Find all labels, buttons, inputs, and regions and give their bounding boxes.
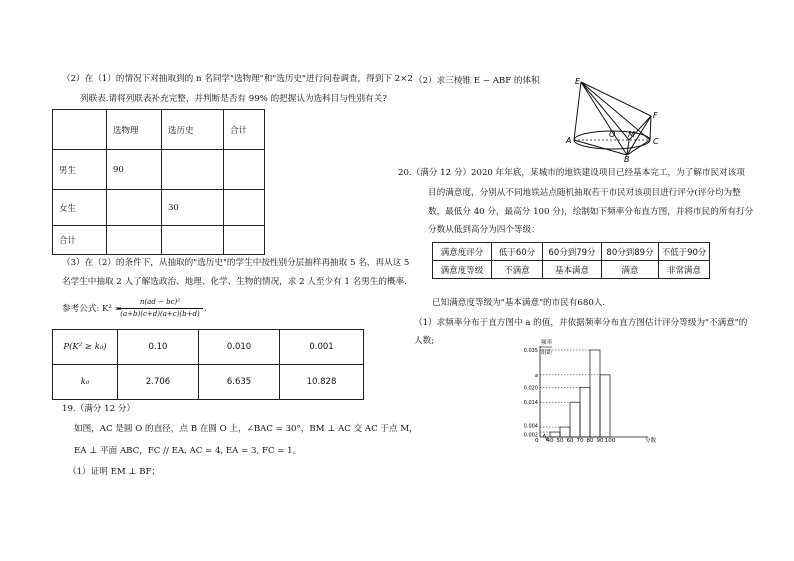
hist-ytick-label: 0.035 bbox=[523, 348, 538, 354]
hist-xtick-label: 60 bbox=[566, 438, 574, 444]
reference-formula-label: 参考公式: K² = bbox=[62, 304, 122, 314]
table-cell: 80分到89分 bbox=[602, 243, 659, 261]
q20-line1: 20.（满分 12 分）2020 年年底，某城市的地铁建设项目已经基本完工，为了解市民对该项 bbox=[398, 168, 745, 178]
frequency-histogram bbox=[510, 336, 670, 448]
formula-period: . bbox=[204, 304, 207, 314]
contingency-header-cell: 选历史 bbox=[162, 110, 224, 150]
table-cell: 2.706 bbox=[118, 365, 199, 400]
table-cell bbox=[107, 226, 162, 255]
q19-line2: EA ⊥ 平面 ABC，FC // EA, AC = 4, EA = 3, FC = 1。 bbox=[74, 446, 302, 456]
table-cell: 10.828 bbox=[280, 365, 364, 400]
q18-part2-line2: 列联表.请将列联表补充完整，并判断是否有 99% 的把握认为选科目与性别有关? bbox=[80, 94, 387, 104]
table-row bbox=[53, 190, 265, 226]
known-condition: 已知满意度等级为"基本满意"的市民有680人. bbox=[432, 298, 606, 308]
row-label: 男生 bbox=[53, 150, 107, 190]
hist-xtick-label: 100 bbox=[604, 438, 616, 444]
label-a: A bbox=[566, 136, 572, 145]
satisfaction-level-table bbox=[432, 242, 710, 279]
table-cell: 满意度等级 bbox=[433, 261, 492, 279]
critical-value-table bbox=[52, 329, 364, 400]
table-cell bbox=[162, 226, 224, 255]
label-f: F bbox=[653, 111, 658, 120]
histogram-bar bbox=[550, 432, 560, 437]
q19-title: 19.（满分 12 分） bbox=[62, 404, 136, 414]
table-cell bbox=[224, 150, 265, 190]
table-cell: 低于60分 bbox=[492, 243, 543, 261]
label-e: E bbox=[575, 77, 581, 86]
table-cell: 满意 bbox=[602, 261, 659, 279]
table-cell: 0.10 bbox=[118, 330, 199, 365]
hist-ytick-label: 0.014 bbox=[523, 400, 538, 407]
hist-ytick-label: 0.002 bbox=[523, 432, 538, 439]
table-row bbox=[53, 330, 364, 365]
hist-xtick-label: 80 bbox=[586, 438, 594, 444]
hist-ylabel-top: 频率 bbox=[541, 340, 553, 346]
hist-xtick-label: 70 bbox=[576, 438, 584, 444]
q19-part1: （1）证明 EM ⊥ BF； bbox=[68, 467, 161, 477]
q20-part1-line1: （1）求频率分布于直方图中 a 的值，并依据频率分布直方图估计评分等级为"不满意"的 bbox=[414, 318, 748, 328]
table-cell: 不低于90分 bbox=[659, 243, 710, 261]
hist-ytick-label: 0.020 bbox=[523, 385, 538, 392]
q20-line2: 目的满意度，分别从不同地铁站点随机抽取若干市民对该项目进行评分(评分均为整 bbox=[428, 188, 741, 198]
label-c: C bbox=[653, 137, 659, 146]
hist-xtick-label: 90 bbox=[596, 438, 604, 444]
row-label: 女生 bbox=[53, 190, 107, 226]
formula-denominator: (a+b)(c+d)(a+c)(b+d) bbox=[120, 310, 200, 318]
table-cell bbox=[224, 190, 265, 226]
table-row bbox=[53, 365, 364, 400]
table-cell: P(K² ≥ k₀) bbox=[53, 330, 118, 365]
hist-origin: 0 bbox=[535, 438, 539, 444]
histogram-bar bbox=[570, 402, 580, 437]
contingency-table bbox=[52, 109, 265, 255]
label-m: M bbox=[628, 130, 635, 139]
table-cell: 6.635 bbox=[199, 365, 280, 400]
q18-part3-line1: （3）在（2）的条件下，从抽取的"选历史"的学生中按性别分层抽样再抽取 5 名，再从这 5 bbox=[62, 258, 410, 268]
table-cell: k₀ bbox=[53, 365, 118, 400]
table-cell: 基本满意 bbox=[543, 261, 602, 279]
table-cell: 90 bbox=[107, 150, 162, 190]
table-cell: 0.001 bbox=[280, 330, 364, 365]
table-row bbox=[53, 226, 265, 255]
table-cell bbox=[224, 226, 265, 255]
histogram-bar bbox=[590, 350, 600, 437]
q19-line1: 如图，AC 是圆 O 的直径，点 B 在圆 O 上，∠BAC = 30°，BM ⊥ AC 交 AC 于点 M， bbox=[74, 424, 418, 434]
contingency-header-cell: 选物理 bbox=[107, 110, 162, 150]
hist-xtick-label: 50 bbox=[556, 438, 564, 444]
hist-ytick-label: 0.004 bbox=[523, 423, 538, 430]
table-cell: 60分到79分 bbox=[543, 243, 602, 261]
q19-part2: （2）求三棱锥 E − ABF 的体积 bbox=[414, 76, 540, 86]
contingency-header-cell: 合计 bbox=[224, 110, 265, 150]
table-cell: 满意度评分 bbox=[433, 243, 492, 261]
q18-part3-line2: 名学生中抽取 2 人了解选政治、地理、化学、生物的情况，求 2 人至少有 1 名男生的概率. bbox=[62, 277, 407, 287]
contingency-header-cell bbox=[53, 110, 107, 150]
row-label: 合计 bbox=[53, 226, 107, 255]
table-cell: 30 bbox=[162, 190, 224, 226]
table-cell: 非常满意 bbox=[659, 261, 710, 279]
histogram-bar bbox=[600, 375, 610, 437]
hist-xtick-label: 40 bbox=[546, 438, 554, 444]
q18-part2-line1: （2）在（1）的情况下对抽取到的 n 名同学"选物理"和"选历史"进行问卷调查，得到下 2×2 bbox=[62, 74, 413, 84]
label-o: O bbox=[609, 130, 616, 139]
histogram-bar bbox=[580, 387, 590, 437]
formula-numerator: n(ad − bc)² bbox=[139, 298, 181, 306]
q20-line3: 数，最低分 40 分，最高分 100 分)，绘制如下频率分布直方图，并将市民的所有打分 bbox=[428, 207, 754, 217]
table-row bbox=[433, 243, 710, 261]
histogram-bar bbox=[560, 427, 570, 437]
geometry-figure bbox=[565, 72, 665, 162]
hist-ytick-label: a bbox=[534, 372, 538, 379]
table-cell bbox=[107, 190, 162, 226]
hist-ylabel-bottom: 组距 bbox=[541, 350, 553, 356]
table-row bbox=[433, 261, 710, 279]
label-b: B bbox=[624, 155, 630, 162]
figure-edges bbox=[574, 82, 651, 155]
hist-xlabel: 分数 bbox=[645, 438, 657, 444]
table-row bbox=[53, 150, 265, 190]
q20-part1-line2: 人数; bbox=[414, 336, 435, 346]
table-cell bbox=[162, 150, 224, 190]
table-cell: 0.010 bbox=[199, 330, 280, 365]
q20-line4: 分数从低到高分为四个等级： bbox=[428, 225, 540, 235]
table-cell: 不满意 bbox=[492, 261, 543, 279]
fraction-bar bbox=[117, 308, 203, 309]
